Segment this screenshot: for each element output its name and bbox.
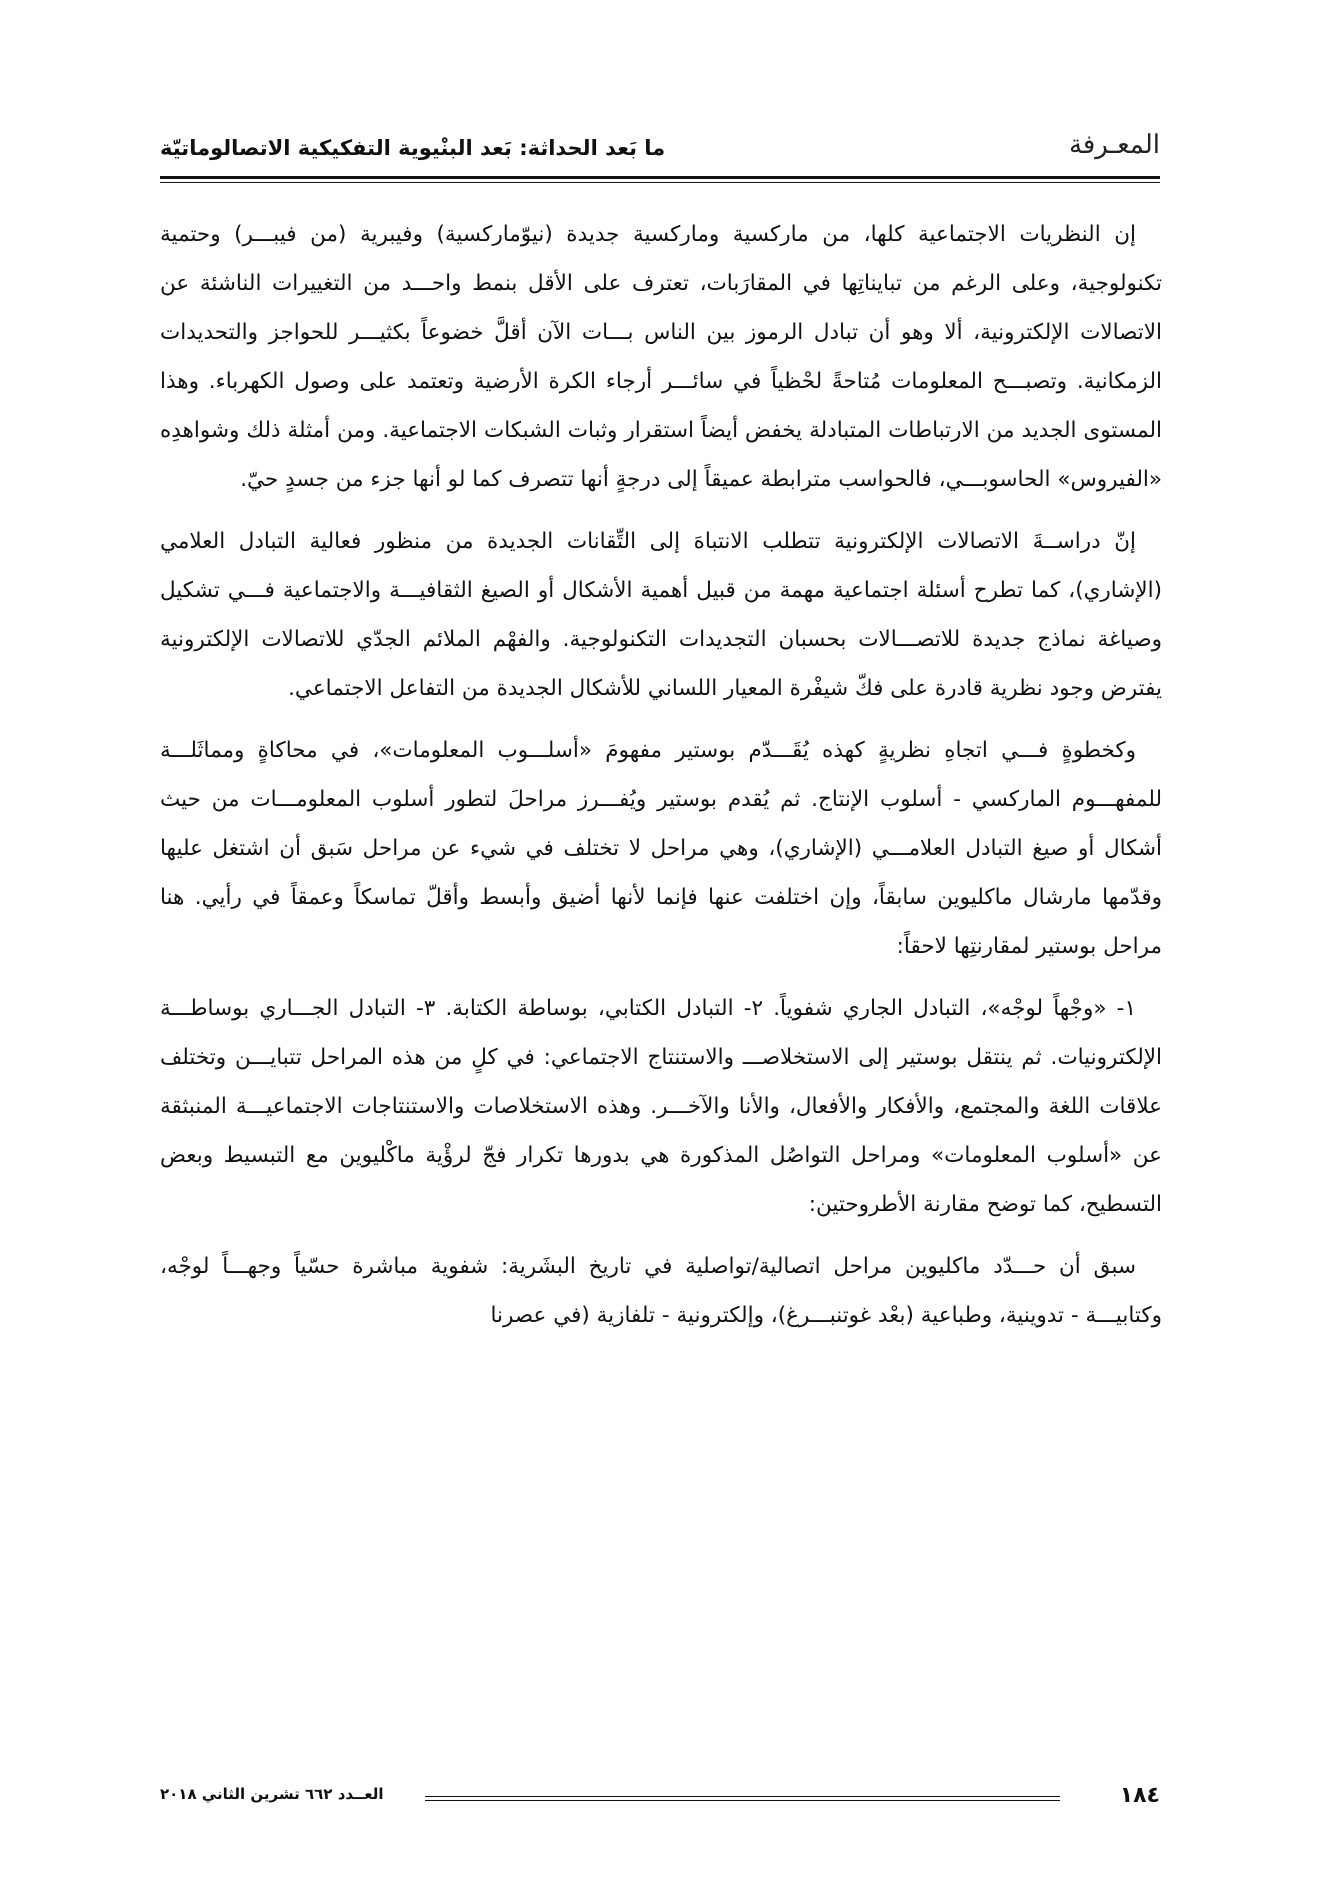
paragraph-4: ١- «وجْهاً لوجْه»، التبادل الجاري شفوياً. ٢- التبادل الكتابي، بوساطة الكتابة. ٣- التبادل الجـــاري بوساطـــة الإلكترونيات. ثم ينتقل بوستير إلى الاستخلاصـــ والاستنتاج الاجتماعي: في كلٍ من هذه المراحل تتبايـــن وتختلف علاقات اللغة والمجتمع، والأفكار والأفعال، والأنا والآخـــر. وهذه الاستخلاصات والاستنتاجات الاجتماعيـــة المنبثقة عن «أسلوب المعلومات» ومراحل التواصُل المذكورة هي بدورها تكرار فجّ لرؤْية ماكْليوين مع التبسيط وبعض التسطيح، كما توضح مقارنة الأطروحتين:: [160, 996, 1162, 1217]
paragraph-3: وكخطوةٍ فـــي اتجاهِ نظريةٍ كهذه يُقَـــدّم بوستير مفهومَ «أسلـــوب المعلومات»، في محاكاةٍ ومماثَلـــة للمفهـــوم الماركسي - أسلوب الإنتاج. ثم يُقدم بوستير ويُفـــرز مراحلَ لتطور أسلوب المعلومـــات من حيث أشكال أو صيغ التبادل العلامـــي (الإشاري)، وهي مراحل لا تختلف في شيء عن مراحل سَبق أن اشتغل عليها وقدّمها مارشال ماكليوين سابقاً، وإن اختلفت عنها فإنما لأنها أضيق وأبسط وأقلّ تماسكاً وعمقاً في رأيي. هنا مراحل بوستير لمقارنتِها لاحقاً:: [160, 738, 1162, 959]
paragraph-5: سبق أن حـــدّد ماكليوين مراحل اتصالية/تواصلية في تاريخ البشَرية: شفوية مباشرة حسّياً وجهـــاً لوجْه، وكتابيـــة - تدوينية، وطباعية (بعْد غوتنبـــرغ)، وإلكترونية - تلفازية (في عصرنا: [160, 1254, 1162, 1328]
running-title: ما بَعد الحداثة: بَعد البنْيوية التفكيكية الاتصالوماتيّة: [160, 136, 666, 160]
page-number: ١٨٤: [1119, 1783, 1160, 1808]
issue-info: العــدد ٦٦٢ تشرين الثاني ٢٠١٨: [160, 1785, 384, 1803]
footer-rule: [425, 1796, 1060, 1801]
page-footer: [160, 1783, 1160, 1813]
page-header: [160, 120, 1160, 190]
header-rule-thick: [160, 176, 1160, 179]
paragraph-2: إنّ دراســةَ الاتصالات الإلكترونية تتطلب الانتباهَ إلى التِّقانات الجديدة من منظور فعالية التبادل العلامي (الإشاري)، كما تطرح أسئلة اجتماعية مهمة من قبيل أهمية الأشكال أو الصيغ الثقافيـــة والاجتماعية فـــي تشكيل وصياغة نماذج جديدة للاتصـــالات بحسبان التجديدات التكنولوجية. والفهْم الملائم الجدّي للاتصالات الإلكترونية يفترض وجود نظرية قادرة على فكّ شيفْرة المعيار اللساني للأشكال الجديدة من التفاعل الاجتماعي.: [160, 529, 1162, 701]
article-body: [160, 210, 1162, 1353]
paragraph-1: إن النظريات الاجتماعية كلها، من ماركسية وماركسية جديدة (نيوّماركسية) وفيبرية (من فيبـــر) وحتمية تكنولوجية، وعلى الرغم من تبايناتِها في المقارَبات، تعترف على الأقل بنمط واحـــد من التغييرات الناشئة عن الاتصالات الإلكترونية، ألا وهو أن تبادل الرموز بين الناس بـــات الآن أقلَّ خضوعاً بكثيـــر للحواجز والتحديدات الزمكانية. وتصبـــح المعلومات مُتاحةً لحْظياً في سائـــر أرجاء الكرة الأرضية وتعتمد على وصول الكهرباء. وهذا المستوى الجديد من الارتباطات المتبادلة يخفض أيضاً استقرار وثبات الشبكات الاجتماعية. ومن أمثلة ذلك وشواهدِه «الفيروس» الحاسوبـــي، فالحواسب مترابطة عميقاً إلى درجةٍ أنها تتصرف كما لو أنها جزء من جسدٍ حيّ.: [160, 222, 1162, 492]
header-rule-thin: [160, 182, 1160, 183]
magazine-logo: المعـرفة: [1068, 130, 1160, 160]
